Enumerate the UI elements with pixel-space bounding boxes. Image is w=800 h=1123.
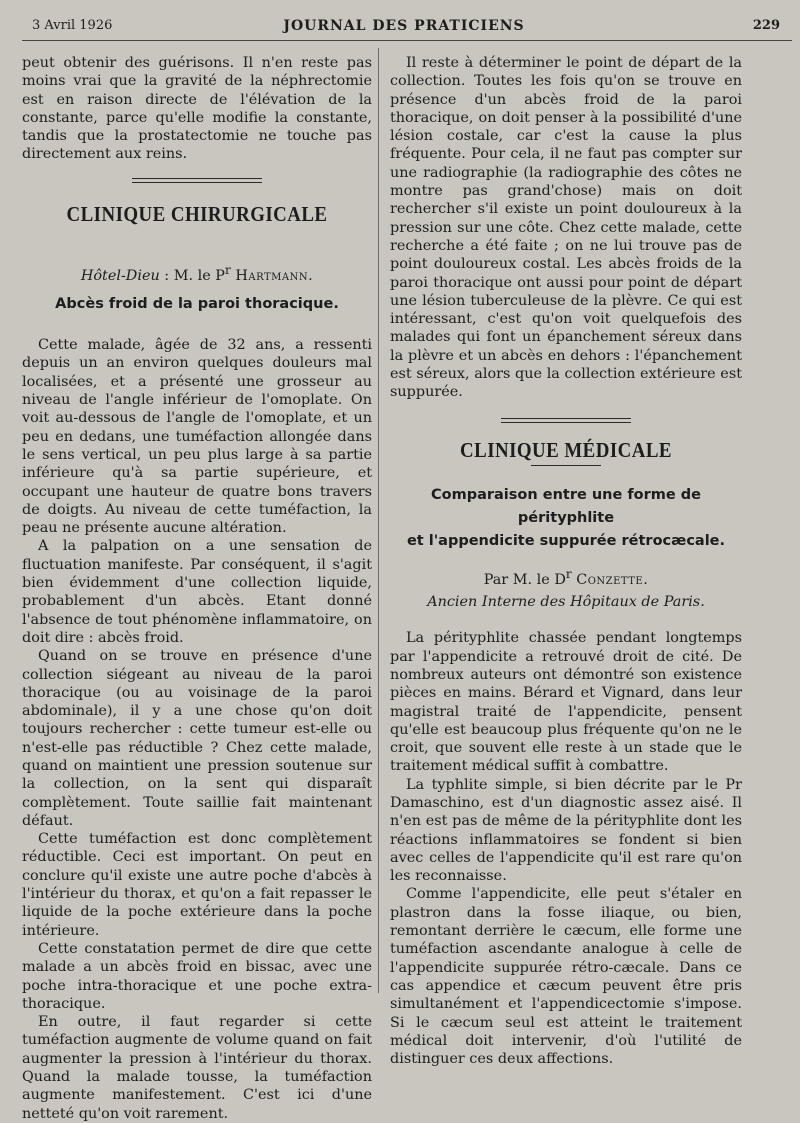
left-paragraph: Cette malade, âgée de 32 ans, a ressenti depuis un an environ quelques douleurs mal localisées, et a présenté une grosseur au niveau de l'angle inférieur de l'omoplate. On voit au-dessous de l'angle de l'omoplate, et un peu en dedans, une tuméfaction allongée dans le sens vertical, un peu plus large à sa partie inférieure qu'à sa partie supérieure, et occupant une hauteur de quatre bons travers de doigts. Au niveau de cette tuméfaction, la peau ne présente aucune altération.: [22, 337, 372, 537]
article-title-abces: Abcès froid de la paroi thoracique.: [55, 296, 339, 313]
right-column: [390, 54, 742, 1068]
left-column: [22, 54, 372, 1123]
header-date: 3 Avril 1926: [32, 18, 113, 33]
left-paragraph: Quand on se trouve en présence d'une collection siégeant au niveau de la paroi thoracique (ou au voisinage de la paroi abdominale), il y a une chose qu'on doit toujours rechercher : cette tumeur est-elle ou n'est-elle pas réductible ? Chez cette malade, quand on maintient une pression soutenue sur la collection, on la sent qui disparaît complètement. Toute saillie fait maintenant défaut.: [22, 648, 372, 829]
section-double-rule: [501, 418, 631, 423]
byline-sup: r: [225, 263, 231, 278]
right-intro-paragraph: Il reste à déterminer le point de départ de la collection. Toutes les fois qu'on se trouve en présence d'un abcès froid de la paroi thoracique, on doit penser à la possibilité d'une lésion costale, car c'est la cause la plus fréquente. Pour cela, il ne faut pas compter sur une radiographie (la radiographie des côtes ne montre pas grand'chose) mais on doit rechercher s'il existe un point douloureux à la pression sur une côte. Chez cette malade, cette recherche a été faite ; on ne lui trouve pas de point douloureux costal. Les abcès froids de la paroi thoracique ont aussi pour point de départ une lésion tuberculeuse de la plèvre. Ce qui est intéressant, c'est qu'on voit quelquefois des malades qui font un épanchement séreux dans la plèvre et un abcès en dehors : l'épanchement est séreux, alors que la collection extérieure est suppurée.: [390, 55, 742, 401]
byline: [22, 261, 372, 285]
article-title-line-1: Comparaison entre une forme de pérityphlite: [430, 486, 702, 526]
author-pre: Par M. le D: [483, 571, 566, 588]
article-title-line-2: et l'appendicite suppurée rétrocæcale.: [406, 532, 726, 549]
header-journal-title: JOURNAL DES PRATICIENS: [283, 18, 525, 34]
author-name: Conzette.: [576, 571, 649, 588]
section-title-medicale: CLINIQUE MÉDICALE: [460, 437, 672, 462]
section-title-chirurgicale: CLINIQUE CHIRURGICALE: [66, 201, 328, 226]
section-short-rule: [531, 465, 601, 466]
right-paragraph: La pérityphlite chassée pendant longtemps par l'appendicite a retrouvé droit de cité. De nombreux auteurs ont démontré son existence pièces en mains. Bérard et Vignard, dans leur magistral traité de l'appendicite, pensent qu'elle est beaucoup plus fréquente qu'on ne le croit, que souvent elle reste à un stade que le traitement médical suffit à combattre.: [390, 630, 742, 775]
left-paragraph: A la palpation on a une sensation de fluctuation manifeste. Par conséquent, il s'agit bien évidemment d'une collection liquide, probablement d'un abcès. Etant donné l'absence de tout phénomène inflammatoire, on doit dire : abcès froid.: [22, 538, 372, 646]
header-rule: [22, 40, 792, 41]
author-role: Ancien Interne des Hôpitaux de Paris.: [427, 594, 705, 611]
section-double-rule: [132, 178, 262, 183]
author-sup: r: [565, 566, 572, 581]
right-paragraph: Comme l'appendicite, elle peut s'étaler en plastron dans la fosse iliaque, ou bien, remontant derrière le cæcum, elle forme une tuméfaction ascendante analogue à celle de l'appendicite suppurée rétro-cæcale. Dans ce cas appendice et cæcum peuvent être pris simultanément et l'appendicectomie s'impose. Si le cæcum seul est atteint le traitement médical doit intervenir, d'où l'utilité de distinguer ces deux affections.: [390, 886, 742, 1068]
byline-place: Hôtel-Dieu: [80, 267, 160, 284]
byline-sep: : M. le P: [159, 267, 225, 284]
byline-name: Hartmann.: [235, 267, 314, 284]
left-paragraph: Cette tuméfaction est donc complètement réductible. Ceci est important. On peut en conclure qu'il existe une autre poche d'abcès à l'intérieur du thorax, et qu'on a fait repasser le liquide de la poche extérieure dans la poche intérieure.: [22, 831, 372, 939]
left-intro-paragraph: peut obtenir des guérisons. Il n'en reste pas moins vrai que la gravité de la néphrectomie est en raison directe de l'élévation de la constante, parce qu'elle modifie la constante, tandis que la prostatectomie ne touche pas directement aux reins.: [22, 55, 372, 163]
right-paragraph: La typhlite simple, si bien décrite par le Pr Damaschino, est d'un diagnostic assez aisé. Il n'en est pas de même de la pérityphlite dont les réactions inflammatoires se fondent si bien avec celles de l'appendicite qu'il est rare qu'on les reconnaisse.: [390, 776, 742, 885]
left-paragraph: Cette constatation permet de dire que cette malade a un abcès froid en bissac, avec une poche intra-thoracique et une poche extra-thoracique.: [22, 940, 372, 1012]
column-divider: [378, 48, 379, 993]
running-header: [28, 18, 780, 40]
left-paragraph: En outre, il faut regarder si cette tuméfaction augmente de volume quand on fait augmenter la pression à l'intérieur du thorax. Quand la malade tousse, la tuméfaction augmente manifestement. C'est ici d'une netteté qu'on voit rarement.: [22, 1014, 372, 1122]
header-page-number: 229: [752, 18, 780, 33]
author-line: [390, 565, 742, 589]
